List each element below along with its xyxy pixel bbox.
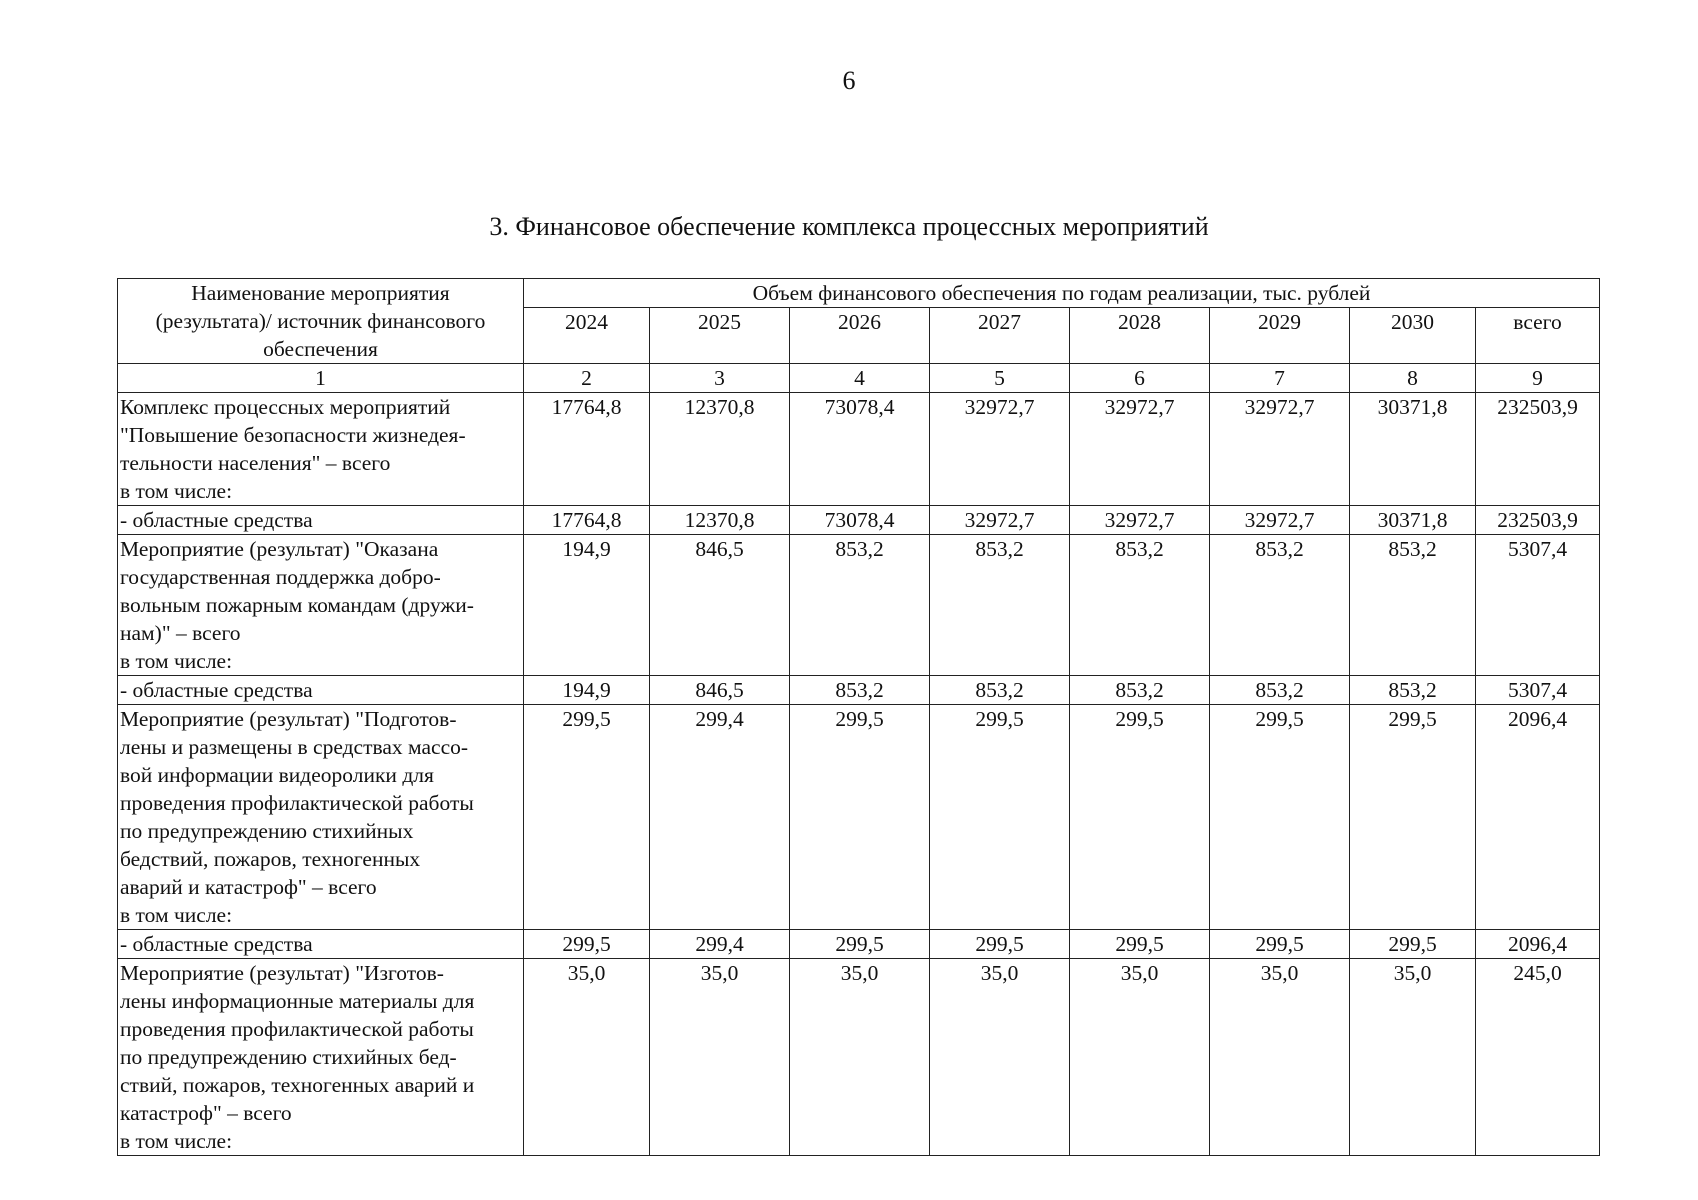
row-value-cell: 194,9 bbox=[524, 535, 650, 676]
table-row bbox=[118, 959, 1600, 1156]
header-year-2027: 2027 bbox=[930, 308, 1070, 364]
row-value-cell: 846,5 bbox=[650, 676, 790, 705]
row-value-cell: 299,4 bbox=[650, 930, 790, 959]
row-value-cell: 853,2 bbox=[930, 535, 1070, 676]
column-number: 5 bbox=[930, 364, 1070, 393]
column-number: 6 bbox=[1070, 364, 1210, 393]
financing-table bbox=[117, 278, 1600, 1156]
row-value-cell: 299,5 bbox=[1210, 705, 1350, 930]
column-number-row bbox=[118, 364, 1600, 393]
row-value-cell: 846,5 bbox=[650, 535, 790, 676]
row-value-cell: 853,2 bbox=[1070, 535, 1210, 676]
row-value-cell: 299,5 bbox=[790, 705, 930, 930]
row-value-cell: 32972,7 bbox=[930, 393, 1070, 506]
table-row bbox=[118, 393, 1600, 506]
row-value-cell: 299,4 bbox=[650, 705, 790, 930]
row-value-cell: 32972,7 bbox=[1210, 393, 1350, 506]
row-value-cell: 299,5 bbox=[1070, 705, 1210, 930]
row-value-cell: 194,9 bbox=[524, 676, 650, 705]
row-activity-name: Мероприятие (результат) "Подготов- лены и размещены в средствах массо- вой информации видеоролики для проведения профилактической работы по предупреждению стихийных бедствий, пожаров, техногенных аварий и катастроф" – всего в том числе: bbox=[118, 705, 524, 930]
column-number: 9 bbox=[1476, 364, 1600, 393]
row-value-cell: 299,5 bbox=[524, 930, 650, 959]
row-value-cell: 12370,8 bbox=[650, 506, 790, 535]
row-value-cell: 299,5 bbox=[1350, 930, 1476, 959]
header-year-2030: 2030 bbox=[1350, 308, 1476, 364]
row-value-cell: 853,2 bbox=[1210, 676, 1350, 705]
row-value-cell: 853,2 bbox=[790, 535, 930, 676]
row-value-cell: 853,2 bbox=[930, 676, 1070, 705]
row-activity-name: Мероприятие (результат) "Оказана государственная поддержка добро- вольным пожарным командам (дружи- нам)" – всего в том числе: bbox=[118, 535, 524, 676]
row-value-cell: 32972,7 bbox=[1070, 393, 1210, 506]
row-value-cell: 35,0 bbox=[930, 959, 1070, 1156]
row-value-cell: 73078,4 bbox=[790, 393, 930, 506]
table-row bbox=[118, 705, 1600, 930]
row-activity-name: - областные средства bbox=[118, 930, 524, 959]
page-number: 6 bbox=[842, 66, 856, 95]
row-value-cell: 2096,4 bbox=[1476, 930, 1600, 959]
row-value-cell: 853,2 bbox=[1350, 535, 1476, 676]
header-year-2024: 2024 bbox=[524, 308, 650, 364]
row-value-cell: 853,2 bbox=[1350, 676, 1476, 705]
header-funding-volume: Объем финансового обеспечения по годам реализации, тыс. рублей bbox=[524, 279, 1600, 308]
row-activity-name: Комплекс процессных мероприятий "Повышение безопасности жизнедея- тельности населения" – всего в том числе: bbox=[118, 393, 524, 506]
column-number: 1 bbox=[118, 364, 524, 393]
row-value-cell: 12370,8 bbox=[650, 393, 790, 506]
row-value-cell: 35,0 bbox=[650, 959, 790, 1156]
row-value-cell: 35,0 bbox=[1210, 959, 1350, 1156]
row-value-cell: 5307,4 bbox=[1476, 676, 1600, 705]
row-value-cell: 17764,8 bbox=[524, 393, 650, 506]
column-number: 8 bbox=[1350, 364, 1476, 393]
row-value-cell: 299,5 bbox=[1350, 705, 1476, 930]
table-row bbox=[118, 930, 1600, 959]
row-value-cell: 32972,7 bbox=[1210, 506, 1350, 535]
row-value-cell: 299,5 bbox=[524, 705, 650, 930]
row-value-cell: 299,5 bbox=[930, 705, 1070, 930]
header-year-2028: 2028 bbox=[1070, 308, 1210, 364]
column-number: 4 bbox=[790, 364, 930, 393]
row-value-cell: 853,2 bbox=[790, 676, 930, 705]
row-value-cell: 17764,8 bbox=[524, 506, 650, 535]
column-number: 7 bbox=[1210, 364, 1350, 393]
table-row bbox=[118, 535, 1600, 676]
row-value-cell: 2096,4 bbox=[1476, 705, 1600, 930]
row-value-cell: 30371,8 bbox=[1350, 506, 1476, 535]
row-value-cell: 245,0 bbox=[1476, 959, 1600, 1156]
row-value-cell: 35,0 bbox=[790, 959, 930, 1156]
row-value-cell: 232503,9 bbox=[1476, 393, 1600, 506]
row-value-cell: 232503,9 bbox=[1476, 506, 1600, 535]
row-value-cell: 5307,4 bbox=[1476, 535, 1600, 676]
row-value-cell: 299,5 bbox=[790, 930, 930, 959]
row-activity-name: Мероприятие (результат) "Изготов- лены информационные материалы для проведения профилактической работы по предупреждению стихийных бед- ствий, пожаров, техногенных аварий и катастроф" – всего в том числе: bbox=[118, 959, 524, 1156]
row-value-cell: 299,5 bbox=[930, 930, 1070, 959]
header-row-1 bbox=[118, 279, 1600, 308]
row-value-cell: 35,0 bbox=[524, 959, 650, 1156]
row-value-cell: 73078,4 bbox=[790, 506, 930, 535]
row-value-cell: 32972,7 bbox=[930, 506, 1070, 535]
row-value-cell: 299,5 bbox=[1070, 930, 1210, 959]
column-number: 3 bbox=[650, 364, 790, 393]
row-value-cell: 30371,8 bbox=[1350, 393, 1476, 506]
section-title: 3. Финансовое обеспечение комплекса процессных мероприятий bbox=[489, 212, 1209, 241]
row-value-cell: 32972,7 bbox=[1070, 506, 1210, 535]
header-year-2029: 2029 bbox=[1210, 308, 1350, 364]
column-number: 2 bbox=[524, 364, 650, 393]
header-activity-name: Наименование мероприятия (результата)/ источник финансового обеспечения bbox=[118, 279, 524, 364]
row-value-cell: 299,5 bbox=[1210, 930, 1350, 959]
table-row bbox=[118, 506, 1600, 535]
row-activity-name: - областные средства bbox=[118, 506, 524, 535]
row-value-cell: 853,2 bbox=[1210, 535, 1350, 676]
header-total: всего bbox=[1476, 308, 1600, 364]
row-activity-name: - областные средства bbox=[118, 676, 524, 705]
row-value-cell: 35,0 bbox=[1350, 959, 1476, 1156]
row-value-cell: 853,2 bbox=[1070, 676, 1210, 705]
header-year-2026: 2026 bbox=[790, 308, 930, 364]
header-year-2025: 2025 bbox=[650, 308, 790, 364]
table-row bbox=[118, 676, 1600, 705]
row-value-cell: 35,0 bbox=[1070, 959, 1210, 1156]
